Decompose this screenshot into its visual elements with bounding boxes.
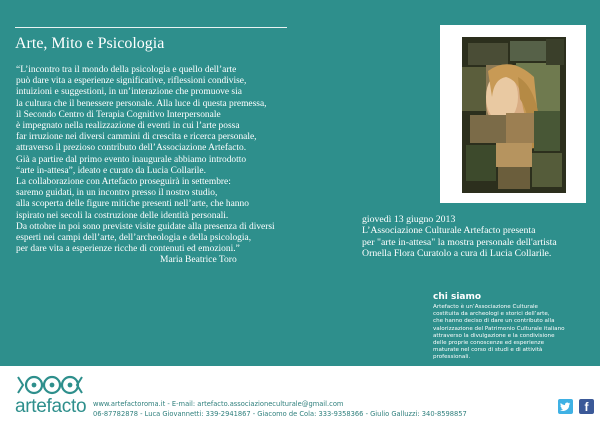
quote-line: La collaborazione con Artefacto proseguirà in settembre: xyxy=(16,177,231,188)
page-title: Arte, Mito e Psicologia xyxy=(15,35,165,52)
artwork-image xyxy=(462,37,566,193)
quote-line: il Secondo Centro di Terapia Cognitivo Interpersonale xyxy=(16,109,221,120)
quote-line: “L’incontro tra il mondo della psicologia e quello dell’arte xyxy=(16,65,237,75)
quote-line: ispirato nei secoli la costruzione delle identità personali. xyxy=(16,210,229,221)
quote-line: saremo guidati, in un incontro presso il nostro studio, xyxy=(16,188,218,199)
about-line: che hanno deciso di dare un contributo alla xyxy=(433,318,555,325)
about-line: professionali. xyxy=(433,354,471,361)
quote-line: intuizioni e suggestioni, in un’interazione che promuove sia xyxy=(16,87,242,98)
twitter-bird-icon xyxy=(558,399,573,414)
event-info xyxy=(362,214,557,260)
event-line: Ornella Flora Curatolo a cura di Lucia Collarile. xyxy=(362,248,552,260)
artwork-frame xyxy=(440,25,586,203)
quote-line: esperti nei campi dell’arte, dell’archeologia e della psicologia, xyxy=(16,233,252,244)
twitter-icon[interactable] xyxy=(558,399,573,414)
quote-line: alla scoperta delle figure mitiche presenti nell’arte, che hanno xyxy=(16,199,249,210)
quote-line: far irruzione nei diversi cammini di crescita e ricerca personale, xyxy=(16,132,257,143)
quote-line: Da ottobre in poi sono previste visite guidate alla presenza di diversi xyxy=(16,221,275,232)
event-line: L’Associazione Culturale Artefacto presenta xyxy=(362,225,536,237)
footer-website-email[interactable]: www.artefactoroma.it - E-mail: artefacto.associazioneculturale@gmail.com xyxy=(93,400,344,408)
quote-signature: Maria Beatrice Toro xyxy=(160,255,237,265)
about-line: maturate nel corso di studi e di attività xyxy=(433,347,543,354)
quote-line: attraverso il prezioso contributo dell’Associazione Artefacto. xyxy=(16,143,247,154)
about-line: attraverso la divulgazione e la condivisione xyxy=(433,332,555,339)
about-line: delle proprie conoscenze ed esperienze xyxy=(433,340,545,347)
about-line: valorizzazione del Patrimonio Culturale italiano xyxy=(433,325,565,332)
event-line: per "arte in-attesa" la mostra personale dell'artista xyxy=(362,236,557,248)
about-line: costituita da archeologi e storici dell’arte, xyxy=(433,311,550,318)
about-text xyxy=(433,304,565,362)
quote-line: “arte in-attesa”, ideato e curato da Lucia Collarile. xyxy=(16,165,206,176)
facebook-icon[interactable]: f xyxy=(579,399,594,414)
about-line: Artefacto è un’Associazione Culturale xyxy=(433,304,538,310)
footer-contacts xyxy=(93,400,467,419)
about-heading: chi siamo xyxy=(433,292,482,302)
event-date: giovedì 13 giugno 2013 xyxy=(362,214,456,225)
title-rule xyxy=(15,27,287,28)
quote-line: per dare vita a esperienze ricche di contenuti ed emozioni.” xyxy=(16,244,240,255)
quote-line: è impegnato nella realizzazione di eventi in cui l’arte possa xyxy=(16,121,240,132)
quote-line: la cultura che il benessere personale. Alla luce di questa premessa, xyxy=(16,98,267,109)
quote-block xyxy=(16,65,338,255)
footer-phones: 06-87782878 - Luca Giovannetti: 339-2941867 - Giacomo de Cola: 333-9358366 - Giulio Galluzzi: 340-8598857 xyxy=(93,409,467,418)
brand-name: artefacto xyxy=(15,396,87,417)
quote-line: può dare vita a esperienze significative, riflessioni condivise, xyxy=(16,76,247,87)
quote-line: Già a partire dal primo evento inaugurale abbiamo introdotto xyxy=(16,154,247,165)
